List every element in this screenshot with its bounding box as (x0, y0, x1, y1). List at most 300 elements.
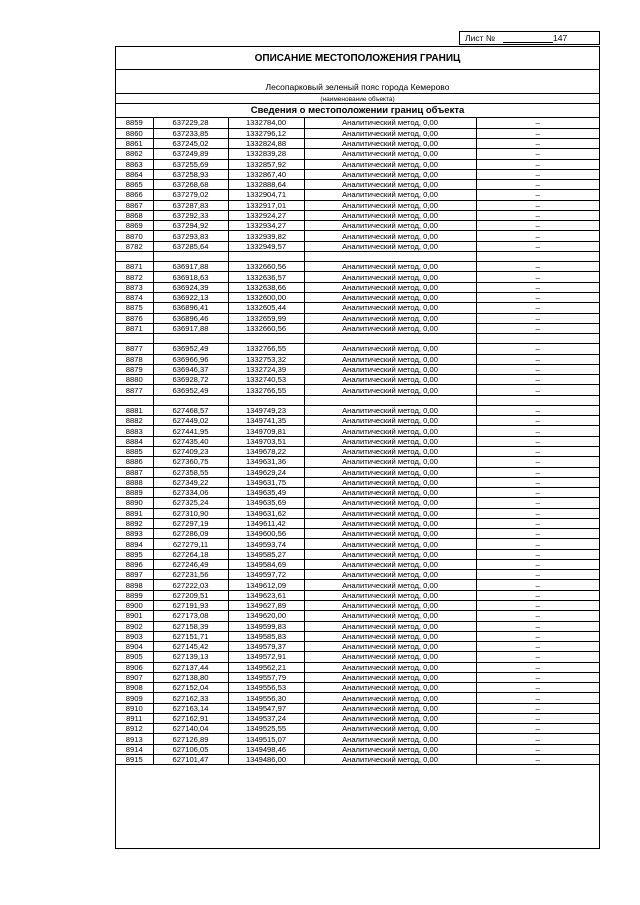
method-cell: Аналитический метод, 0,00 (304, 621, 476, 631)
method-cell: Аналитический метод, 0,00 (304, 580, 476, 590)
x-coordinate-cell: 627264,18 (153, 549, 228, 559)
method-cell: Аналитический метод, 0,00 (304, 128, 476, 138)
accuracy-cell: – (476, 754, 599, 764)
table-row (116, 221, 599, 231)
accuracy-cell: – (476, 508, 599, 518)
x-coordinate-cell: 627246,49 (153, 559, 228, 569)
table-row (116, 118, 599, 128)
y-coordinate-cell: 1349612,09 (228, 580, 304, 590)
accuracy-cell: – (476, 303, 599, 313)
method-cell: Аналитический метод, 0,00 (304, 724, 476, 734)
method-cell: Аналитический метод, 0,00 (304, 713, 476, 723)
accuracy-cell: – (476, 467, 599, 477)
accuracy-cell: – (476, 118, 599, 128)
method-cell (304, 251, 476, 261)
x-coordinate-cell: 637292,33 (153, 210, 228, 220)
point-number-cell: 8900 (116, 600, 153, 610)
x-coordinate-cell: 636952,49 (153, 385, 228, 395)
x-coordinate-cell (153, 334, 228, 344)
method-cell: Аналитический метод, 0,00 (304, 436, 476, 446)
accuracy-cell: – (476, 405, 599, 415)
method-cell (304, 334, 476, 344)
x-coordinate-cell: 637245,02 (153, 139, 228, 149)
accuracy-cell: – (476, 488, 599, 498)
accuracy-cell: – (476, 426, 599, 436)
x-coordinate-cell: 627441,95 (153, 426, 228, 436)
table-row (116, 282, 599, 292)
method-cell: Аналитический метод, 0,00 (304, 323, 476, 333)
x-coordinate-cell: 627222,03 (153, 580, 228, 590)
method-cell: Аналитический метод, 0,00 (304, 139, 476, 149)
accuracy-cell: – (476, 672, 599, 682)
table-row (116, 231, 599, 241)
point-number-cell: 8884 (116, 436, 153, 446)
x-coordinate-cell: 637233,85 (153, 128, 228, 138)
y-coordinate-cell: 1349584,69 (228, 559, 304, 569)
point-number-cell: 8865 (116, 180, 153, 190)
accuracy-cell: – (476, 683, 599, 693)
accuracy-cell: – (476, 231, 599, 241)
method-cell: Аналитический метод, 0,00 (304, 518, 476, 528)
method-cell: Аналитический метод, 0,00 (304, 180, 476, 190)
x-coordinate-cell: 637293,83 (153, 231, 228, 241)
table-row (116, 693, 599, 703)
table-row (116, 200, 599, 210)
x-coordinate-cell: 637258,93 (153, 169, 228, 179)
point-number-cell: 8904 (116, 642, 153, 652)
x-coordinate-cell: 627334,06 (153, 488, 228, 498)
table-row (116, 672, 599, 682)
accuracy-cell: – (476, 570, 599, 580)
method-cell: Аналитический метод, 0,00 (304, 169, 476, 179)
accuracy-cell: – (476, 642, 599, 652)
point-number-cell: 8872 (116, 272, 153, 282)
table-row (116, 190, 599, 200)
accuracy-cell: – (476, 498, 599, 508)
x-coordinate-cell: 637255,69 (153, 159, 228, 169)
y-coordinate-cell: 1332917,01 (228, 200, 304, 210)
x-coordinate-cell: 627158,39 (153, 621, 228, 631)
point-number-cell: 8902 (116, 621, 153, 631)
table-row (116, 518, 599, 528)
x-coordinate-cell: 636952,49 (153, 344, 228, 354)
object-name-caption: (наименование объекта) (116, 93, 599, 104)
x-coordinate-cell: 627310,90 (153, 508, 228, 518)
x-coordinate-cell: 627358,55 (153, 467, 228, 477)
accuracy-cell: – (476, 169, 599, 179)
x-coordinate-cell: 627468,57 (153, 405, 228, 415)
accuracy-cell: – (476, 529, 599, 539)
x-coordinate-cell: 637294,92 (153, 221, 228, 231)
point-number-cell: 8906 (116, 662, 153, 672)
table-row (116, 149, 599, 159)
table-row (116, 436, 599, 446)
accuracy-cell (476, 251, 599, 261)
table-row (116, 139, 599, 149)
point-number-cell: 8907 (116, 672, 153, 682)
accuracy-cell: – (476, 128, 599, 138)
method-cell: Аналитический метод, 0,00 (304, 590, 476, 600)
point-number-cell: 8901 (116, 611, 153, 621)
method-cell: Аналитический метод, 0,00 (304, 200, 476, 210)
point-number-cell: 8912 (116, 724, 153, 734)
point-number-cell: 8875 (116, 303, 153, 313)
accuracy-cell: – (476, 447, 599, 457)
point-number-cell: 8861 (116, 139, 153, 149)
table-row (116, 600, 599, 610)
object-name: Лесопарковый зеленый пояс города Кемерово (265, 82, 450, 92)
point-number-cell (116, 395, 153, 405)
table-row (116, 128, 599, 138)
point-number-cell: 8913 (116, 734, 153, 744)
y-coordinate-cell: 1349486,00 (228, 754, 304, 764)
x-coordinate-cell: 637279,02 (153, 190, 228, 200)
table-row (116, 405, 599, 415)
x-coordinate-cell: 627137,44 (153, 662, 228, 672)
accuracy-cell: – (476, 272, 599, 282)
method-cell: Аналитический метод, 0,00 (304, 570, 476, 580)
y-coordinate-cell: 1332949,57 (228, 241, 304, 251)
accuracy-cell: – (476, 600, 599, 610)
x-coordinate-cell: 627435,40 (153, 436, 228, 446)
x-coordinate-cell: 637229,28 (153, 118, 228, 128)
section-title: Сведения о местоположении границ объекта (116, 104, 599, 118)
x-coordinate-cell: 637268,68 (153, 180, 228, 190)
y-coordinate-cell: 1332659,99 (228, 313, 304, 323)
x-coordinate-cell: 636966,96 (153, 354, 228, 364)
y-coordinate-cell: 1332857,92 (228, 159, 304, 169)
y-coordinate-cell: 1349635,69 (228, 498, 304, 508)
accuracy-cell: – (476, 549, 599, 559)
accuracy-cell: – (476, 457, 599, 467)
method-cell: Аналитический метод, 0,00 (304, 149, 476, 159)
point-number-cell: 8897 (116, 570, 153, 580)
y-coordinate-cell: 1349556,30 (228, 693, 304, 703)
x-coordinate-cell: 627163,14 (153, 703, 228, 713)
accuracy-cell (476, 395, 599, 405)
y-coordinate-cell: 1332600,00 (228, 293, 304, 303)
table-row (116, 662, 599, 672)
y-coordinate-cell: 1332740,53 (228, 375, 304, 385)
method-cell: Аналитический метод, 0,00 (304, 303, 476, 313)
point-number-cell: 8879 (116, 364, 153, 374)
accuracy-cell: – (476, 693, 599, 703)
method-cell: Аналитический метод, 0,00 (304, 241, 476, 251)
y-coordinate-cell: 1349556,53 (228, 683, 304, 693)
y-coordinate-cell: 1332638,66 (228, 282, 304, 292)
table-row (116, 354, 599, 364)
accuracy-cell: – (476, 323, 599, 333)
table-row (116, 539, 599, 549)
table-row (116, 416, 599, 426)
coordinates-table-body (116, 118, 599, 765)
table-row (116, 652, 599, 662)
method-cell: Аналитический метод, 0,00 (304, 354, 476, 364)
accuracy-cell: – (476, 631, 599, 641)
method-cell: Аналитический метод, 0,00 (304, 426, 476, 436)
accuracy-cell: – (476, 559, 599, 569)
y-coordinate-cell: 1349593,74 (228, 539, 304, 549)
x-coordinate-cell: 627140,04 (153, 724, 228, 734)
point-number-cell: 8862 (116, 149, 153, 159)
table-row (116, 272, 599, 282)
y-coordinate-cell: 1349611,42 (228, 518, 304, 528)
y-coordinate-cell: 1349537,24 (228, 713, 304, 723)
point-number-cell: 8896 (116, 559, 153, 569)
method-cell: Аналитический метод, 0,00 (304, 159, 476, 169)
x-coordinate-cell: 636917,88 (153, 262, 228, 272)
point-number-cell: 8891 (116, 508, 153, 518)
y-coordinate-cell: 1349623,61 (228, 590, 304, 600)
point-number-cell: 8870 (116, 231, 153, 241)
method-cell (304, 395, 476, 405)
method-cell: Аналитический метод, 0,00 (304, 375, 476, 385)
x-coordinate-cell: 637285,64 (153, 241, 228, 251)
y-coordinate-cell: 1332888,64 (228, 180, 304, 190)
y-coordinate-cell: 1349627,89 (228, 600, 304, 610)
method-cell: Аналитический метод, 0,00 (304, 313, 476, 323)
method-cell: Аналитический метод, 0,00 (304, 344, 476, 354)
document-title: ОПИСАНИЕ МЕСТОПОЛОЖЕНИЯ ГРАНИЦ (116, 47, 599, 70)
method-cell: Аналитический метод, 0,00 (304, 508, 476, 518)
y-coordinate-cell: 1349498,46 (228, 744, 304, 754)
y-coordinate-cell: 1332934,27 (228, 221, 304, 231)
point-number-cell: 8871 (116, 262, 153, 272)
accuracy-cell: – (476, 354, 599, 364)
table-row (116, 303, 599, 313)
method-cell: Аналитический метод, 0,00 (304, 293, 476, 303)
x-coordinate-cell: 627286,09 (153, 529, 228, 539)
y-coordinate-cell: 1332924,27 (228, 210, 304, 220)
point-number-cell: 8859 (116, 118, 153, 128)
table-row (116, 488, 599, 498)
table-row (116, 323, 599, 333)
x-coordinate-cell: 627173,08 (153, 611, 228, 621)
point-number-cell: 8889 (116, 488, 153, 498)
table-row (116, 713, 599, 723)
point-number-cell: 8869 (116, 221, 153, 231)
method-cell: Аналитический метод, 0,00 (304, 447, 476, 457)
point-number-cell: 8911 (116, 713, 153, 723)
point-number-cell: 8867 (116, 200, 153, 210)
x-coordinate-cell: 627297,19 (153, 518, 228, 528)
table-row (116, 159, 599, 169)
x-coordinate-cell: 637249,89 (153, 149, 228, 159)
accuracy-cell: – (476, 159, 599, 169)
accuracy-cell: – (476, 200, 599, 210)
method-cell: Аналитический метод, 0,00 (304, 734, 476, 744)
x-coordinate-cell: 636896,46 (153, 313, 228, 323)
point-number-cell: 8883 (116, 426, 153, 436)
table-row (116, 754, 599, 764)
accuracy-cell: – (476, 744, 599, 754)
method-cell: Аналитический метод, 0,00 (304, 662, 476, 672)
method-cell: Аналитический метод, 0,00 (304, 754, 476, 764)
table-row (116, 385, 599, 395)
point-number-cell: 8885 (116, 447, 153, 457)
method-cell: Аналитический метод, 0,00 (304, 693, 476, 703)
y-coordinate-cell: 1332753,32 (228, 354, 304, 364)
point-number-cell: 8905 (116, 652, 153, 662)
y-coordinate-cell: 1332867,40 (228, 169, 304, 179)
accuracy-cell: – (476, 139, 599, 149)
x-coordinate-cell: 627145,42 (153, 642, 228, 652)
method-cell: Аналитический метод, 0,00 (304, 559, 476, 569)
table-row (116, 683, 599, 693)
y-coordinate-cell: 1349741,35 (228, 416, 304, 426)
y-coordinate-cell: 1349562,21 (228, 662, 304, 672)
y-coordinate-cell: 1349572,91 (228, 652, 304, 662)
table-row (116, 262, 599, 272)
table-row (116, 621, 599, 631)
accuracy-cell: – (476, 703, 599, 713)
method-cell: Аналитический метод, 0,00 (304, 231, 476, 241)
accuracy-cell: – (476, 518, 599, 528)
method-cell: Аналитический метод, 0,00 (304, 498, 476, 508)
sheet-number: 147 (553, 33, 568, 43)
method-cell: Аналитический метод, 0,00 (304, 118, 476, 128)
method-cell: Аналитический метод, 0,00 (304, 385, 476, 395)
y-coordinate-cell: 1349635,49 (228, 488, 304, 498)
table-row (116, 498, 599, 508)
accuracy-cell: – (476, 364, 599, 374)
y-coordinate-cell: 1349631,62 (228, 508, 304, 518)
table-row (116, 549, 599, 559)
y-coordinate-cell: 1332796,12 (228, 128, 304, 138)
x-coordinate-cell: 636917,88 (153, 323, 228, 333)
point-number-cell: 8868 (116, 210, 153, 220)
table-row (116, 559, 599, 569)
point-number-cell: 8881 (116, 405, 153, 415)
accuracy-cell: – (476, 375, 599, 385)
point-number-cell: 8915 (116, 754, 153, 764)
table-row (116, 467, 599, 477)
x-coordinate-cell: 627449,02 (153, 416, 228, 426)
y-coordinate-cell: 1349703,51 (228, 436, 304, 446)
accuracy-cell: – (476, 190, 599, 200)
point-number-cell: 8782 (116, 241, 153, 251)
y-coordinate-cell: 1349599,83 (228, 621, 304, 631)
point-number-cell: 8866 (116, 190, 153, 200)
y-coordinate-cell: 1349678,22 (228, 447, 304, 457)
accuracy-cell: – (476, 539, 599, 549)
point-number-cell: 8887 (116, 467, 153, 477)
accuracy-cell: – (476, 713, 599, 723)
x-coordinate-cell: 636928,72 (153, 375, 228, 385)
method-cell: Аналитический метод, 0,00 (304, 672, 476, 682)
table-row (116, 293, 599, 303)
accuracy-cell: – (476, 477, 599, 487)
y-coordinate-cell: 1349600,56 (228, 529, 304, 539)
boundary-description-form (115, 46, 600, 849)
accuracy-cell: – (476, 621, 599, 631)
accuracy-cell: – (476, 221, 599, 231)
x-coordinate-cell: 637287,83 (153, 200, 228, 210)
accuracy-cell: – (476, 652, 599, 662)
table-row (116, 180, 599, 190)
method-cell: Аналитический метод, 0,00 (304, 282, 476, 292)
method-cell: Аналитический метод, 0,00 (304, 652, 476, 662)
y-coordinate-cell: 1332660,56 (228, 323, 304, 333)
accuracy-cell: – (476, 313, 599, 323)
point-number-cell: 8886 (116, 457, 153, 467)
accuracy-cell: – (476, 580, 599, 590)
accuracy-cell: – (476, 416, 599, 426)
point-number-cell: 8863 (116, 159, 153, 169)
y-coordinate-cell: 1349579,37 (228, 642, 304, 652)
y-coordinate-cell: 1332839,28 (228, 149, 304, 159)
y-coordinate-cell: 1349585,83 (228, 631, 304, 641)
point-number-cell: 8874 (116, 293, 153, 303)
y-coordinate-cell: 1349525,55 (228, 724, 304, 734)
table-row (116, 457, 599, 467)
point-number-cell: 8864 (116, 169, 153, 179)
y-coordinate-cell: 1349515,07 (228, 734, 304, 744)
x-coordinate-cell: 627279,11 (153, 539, 228, 549)
y-coordinate-cell (228, 395, 304, 405)
point-number-cell: 8910 (116, 703, 153, 713)
y-coordinate-cell: 1332766,55 (228, 385, 304, 395)
coordinates-table (116, 118, 599, 765)
table-row (116, 251, 599, 261)
accuracy-cell: – (476, 611, 599, 621)
table-row (116, 631, 599, 641)
point-number-cell: 8871 (116, 323, 153, 333)
x-coordinate-cell: 636924,39 (153, 282, 228, 292)
y-coordinate-cell: 1349620,00 (228, 611, 304, 621)
method-cell: Аналитический метод, 0,00 (304, 631, 476, 641)
point-number-cell: 8876 (116, 313, 153, 323)
x-coordinate-cell: 636918,63 (153, 272, 228, 282)
table-row (116, 447, 599, 457)
table-row (116, 334, 599, 344)
x-coordinate-cell: 636896,41 (153, 303, 228, 313)
x-coordinate-cell: 636946,37 (153, 364, 228, 374)
table-row (116, 169, 599, 179)
table-row (116, 364, 599, 374)
point-number-cell: 8914 (116, 744, 153, 754)
x-coordinate-cell: 636922,13 (153, 293, 228, 303)
table-row (116, 744, 599, 754)
y-coordinate-cell (228, 334, 304, 344)
method-cell: Аналитический метод, 0,00 (304, 416, 476, 426)
y-coordinate-cell: 1332939,82 (228, 231, 304, 241)
method-cell: Аналитический метод, 0,00 (304, 611, 476, 621)
y-coordinate-cell: 1332724,39 (228, 364, 304, 374)
table-row (116, 210, 599, 220)
accuracy-cell: – (476, 590, 599, 600)
method-cell: Аналитический метод, 0,00 (304, 190, 476, 200)
table-row (116, 508, 599, 518)
x-coordinate-cell: 627231,56 (153, 570, 228, 580)
point-number-cell: 8890 (116, 498, 153, 508)
table-row (116, 344, 599, 354)
method-cell: Аналитический метод, 0,00 (304, 467, 476, 477)
sheet-number-box (459, 31, 600, 45)
point-number-cell: 8877 (116, 385, 153, 395)
x-coordinate-cell (153, 251, 228, 261)
y-coordinate-cell: 1332766,55 (228, 344, 304, 354)
table-row (116, 580, 599, 590)
y-coordinate-cell: 1332784,00 (228, 118, 304, 128)
method-cell: Аналитический метод, 0,00 (304, 221, 476, 231)
point-number-cell: 8892 (116, 518, 153, 528)
y-coordinate-cell: 1349585,27 (228, 549, 304, 559)
x-coordinate-cell: 627191,93 (153, 600, 228, 610)
table-row (116, 241, 599, 251)
x-coordinate-cell: 627409,23 (153, 447, 228, 457)
method-cell: Аналитический метод, 0,00 (304, 683, 476, 693)
